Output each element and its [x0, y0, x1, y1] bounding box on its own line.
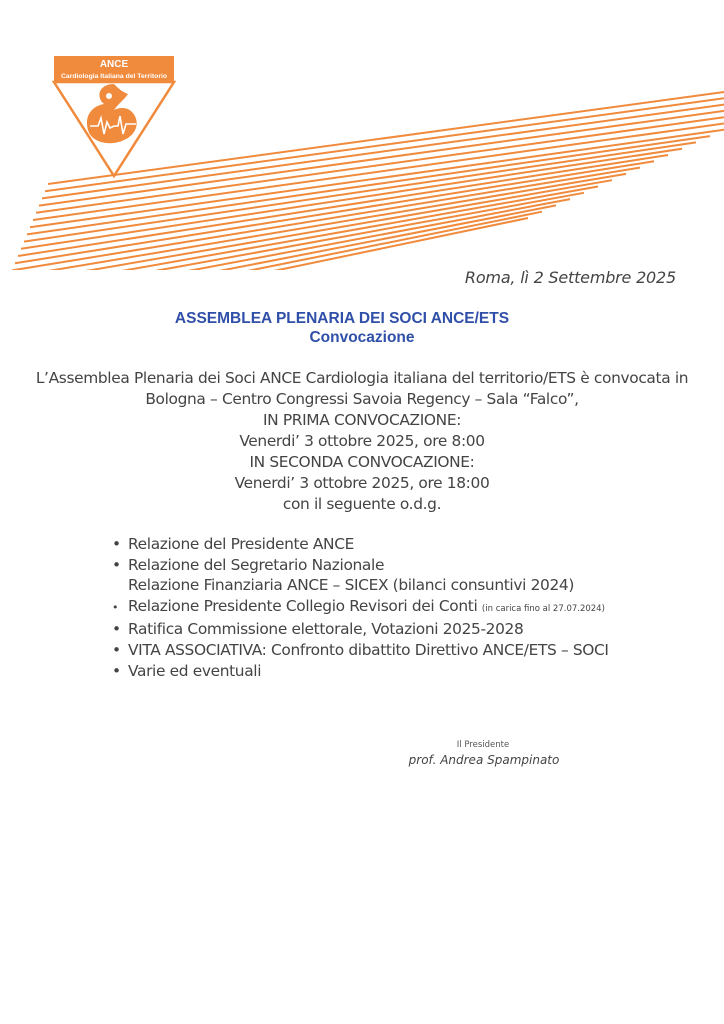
convocation-text	[0, 368, 724, 515]
body-line: con il seguente o.d.g.	[282, 495, 442, 513]
agenda-item	[110, 640, 710, 661]
agenda-item-text: Ratifica Commissione elettorale, Votazioni 2025-2028	[128, 620, 524, 639]
body-line: IN PRIMA CONVOCAZIONE:	[262, 411, 462, 429]
bullet-icon: •	[112, 555, 121, 574]
bullet-icon: •	[112, 620, 121, 639]
stripe-line	[36, 117, 724, 213]
signature-role: Il Presidente	[456, 740, 510, 750]
agenda-item-note: (in carica fino al 27.07.2024)	[481, 603, 605, 614]
bullet-icon: •	[112, 661, 121, 680]
logo-org-text: ANCE	[99, 59, 129, 70]
stripe-line	[27, 136, 710, 234]
title-sub: Convocazione	[309, 329, 415, 346]
agenda-list	[110, 534, 710, 681]
agenda-item	[110, 661, 710, 682]
agenda-item	[110, 534, 710, 555]
stripe-line	[42, 105, 724, 199]
agenda-item	[110, 575, 710, 596]
document-title	[0, 309, 724, 347]
signature-name: prof. Andrea Spampinato	[408, 753, 560, 767]
agenda-item	[110, 555, 710, 576]
agenda-item-text: Relazione del Segretario Nazionale	[128, 555, 385, 574]
agenda-item-text: VITA ASSOCIATIVA: Confronto dibattito Direttivo ANCE/ETS – SOCI	[128, 640, 609, 659]
decorative-stripes	[0, 90, 724, 270]
signature-block	[390, 738, 590, 768]
body-line: Bologna – Centro Congressi Savoia Regency – Sala “Falco”,	[145, 390, 579, 408]
bullet-icon: •	[112, 535, 121, 553]
agenda-item-text: Relazione del Presidente ANCE	[128, 535, 354, 553]
agenda-item-text: Varie ed eventuali	[128, 661, 262, 680]
body-line: Venerdi’ 3 ottobre 2025, ore 8:00	[239, 432, 485, 450]
stripe-line	[21, 149, 682, 249]
logo-subtitle-text: Cardiologia Italiana del Territorio	[61, 73, 167, 80]
agenda-item	[110, 619, 710, 640]
agenda-item-text: Relazione Presidente Collegio Revisori dei Conti	[128, 596, 478, 615]
body-line: L’Assemblea Plenaria dei Soci ANCE Cardiologia italiana del territorio/ETS è convocata in	[35, 369, 689, 387]
title-main: ASSEMBLEA PLENARIA DEI SOCI ANCE/ETS	[174, 310, 510, 327]
bullet-icon: •	[112, 640, 121, 659]
agenda-item-text: Relazione Finanziaria ANCE – SICEX (bilanci consuntivi 2024)	[128, 576, 574, 595]
date-line: Roma, lì 2 Settembre 2025	[464, 268, 676, 287]
bullet-icon: •	[112, 600, 119, 614]
body-line: Venerdi’ 3 ottobre 2025, ore 18:00	[234, 474, 490, 492]
stripe-line	[24, 142, 696, 241]
agenda-item	[110, 596, 710, 620]
body-line: IN SECONDA CONVOCAZIONE:	[249, 453, 475, 471]
